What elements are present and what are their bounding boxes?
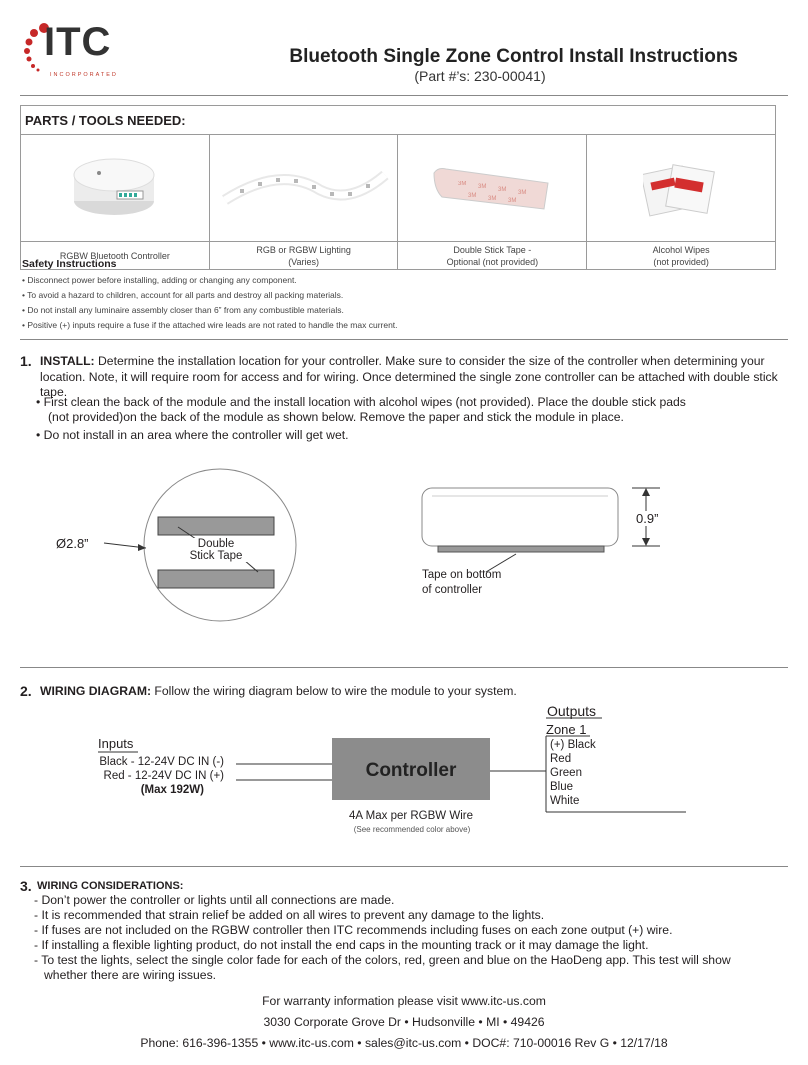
controller-photo-icon <box>69 153 159 221</box>
output-wire: Blue <box>550 781 574 793</box>
part-number: (Part #’s: 230-00041) <box>414 68 546 84</box>
step3-item: - Don’t power the controller or lights until all connections are made. <box>34 893 395 907</box>
tape-bottom-strip <box>438 546 604 552</box>
step1-label: INSTALL: <box>40 354 95 368</box>
input-black: Black - 12-24V DC IN (-) <box>99 756 224 768</box>
outputs-title: Outputs <box>547 703 597 719</box>
safety-title: Safety Instructions <box>22 258 117 270</box>
section-rule <box>20 339 788 340</box>
step3-item: - To test the lights, select the single color fade for each of the colors, red, green and blue on the HaoDeng app. This test will show <box>34 953 731 967</box>
logo-name: ITC <box>44 20 112 64</box>
height-label: 0.9” <box>636 511 659 526</box>
step1-bullet: • Do not install in an area where the controller will get wet. <box>36 428 349 442</box>
step1-number: 1. <box>20 353 32 369</box>
part-image-tape <box>398 135 587 242</box>
step3-item: - If installing a flexible lighting product, do not install the end caps in the mounting track or it may damage the light. <box>34 938 649 952</box>
footer-address: 3030 Corporate Grove Dr • Hudsonville • MI • 49426 <box>263 1015 545 1029</box>
output-wire: Red <box>550 753 572 765</box>
footer-warranty: For warranty information please visit www.itc-us.com <box>262 994 546 1008</box>
step1-bullet-cont: (not provided)on the back of the module as shown below. Remove the paper and stick the module in place. <box>48 410 624 424</box>
svg-text:3M: 3M <box>518 190 527 196</box>
section-rule <box>20 866 788 867</box>
page-title: Bluetooth Single Zone Control Install Instructions <box>289 46 738 67</box>
controller-side-view <box>422 488 618 546</box>
output-wire: (+) Black <box>550 739 596 751</box>
tape-pad-top <box>158 517 274 535</box>
inputs-title: Inputs <box>98 736 134 751</box>
safety-item: • Disconnect power before installing, adding or changing any component. <box>22 275 297 285</box>
itc-logo <box>22 18 122 80</box>
tape-photo-icon <box>428 165 558 215</box>
part-caption-controller: RGBW Bluetooth Controller <box>21 242 210 270</box>
section-rule <box>20 667 788 668</box>
tape-label: Double Stick Tape <box>180 538 252 562</box>
output-wire: Green <box>550 767 582 779</box>
parts-table <box>20 105 776 270</box>
svg-text:3M: 3M <box>498 187 507 193</box>
svg-text:3M: 3M <box>458 181 467 187</box>
safety-item: • Do not install any luminaire assembly closer than 6” from any combustible materials. <box>22 305 344 315</box>
color-note: (See recommended color above) <box>353 825 471 834</box>
part-caption-tape: Double Stick Tape - Optional (not provided) <box>398 242 587 270</box>
step2-text: WIRING DIAGRAM: Follow the wiring diagram below to wire the module to your system. <box>40 684 517 698</box>
install-diagram <box>0 460 808 640</box>
svg-text:3M: 3M <box>508 198 517 204</box>
diameter-label: Ø2.8” <box>56 536 89 551</box>
step2-number: 2. <box>20 683 32 699</box>
controller-label: Controller <box>365 760 457 781</box>
step3-number: 3. <box>20 878 32 894</box>
tape-pad-bottom <box>158 570 274 588</box>
alcohol-wipes-icon <box>643 160 723 220</box>
part-image-wipes <box>587 135 776 242</box>
bottom-tape-label: Tape on bottom of controller <box>422 569 502 596</box>
svg-text:3M: 3M <box>488 196 497 202</box>
zone-label: Zone 1 <box>546 722 587 737</box>
step2-label: WIRING DIAGRAM: <box>40 684 152 698</box>
svg-text:3M: 3M <box>478 184 487 190</box>
safety-item: • Positive (+) inputs require a fuse if the attached wire leads are not rated to handle the max current. <box>22 320 398 330</box>
footer-contact: Phone: 616-396-1355 • www.itc-us.com • sales@itc-us.com • DOC#: 710-00016 Rev G • 12/17/18 <box>140 1036 668 1050</box>
step3-item-cont: whether there are wiring issues. <box>44 968 217 982</box>
step3-item: - It is recommended that strain relief be added on all wires to prevent any damage to the lights. <box>34 908 545 922</box>
part-image-controller <box>21 135 210 242</box>
input-red: Red - 12-24V DC IN (+) <box>103 770 224 782</box>
step1-bullet: • First clean the back of the module and the install location with alcohol wipes (not provided). Place the double stick pads <box>36 395 686 409</box>
svg-text:3M: 3M <box>468 193 477 199</box>
part-caption-lighting: RGB or RGBW Lighting (Varies) <box>209 242 398 270</box>
safety-item: • To avoid a hazard to children, account for all parts and destroy all packing materials. <box>22 290 344 300</box>
step1-text: INSTALL: Determine the installation location for your controller. Make sure to consider the size of the controller when determining your location. Note, it will require room for access and for wiring. Once determined the single zone controller can be attached with double stick tape. <box>40 354 778 399</box>
step3-label: WIRING CONSIDERATIONS: <box>37 880 184 892</box>
led-strip-icon <box>220 170 390 220</box>
output-wire: White <box>550 795 580 807</box>
part-image-lighting <box>209 135 398 242</box>
input-max: (Max 192W) <box>140 784 204 796</box>
max-current-note: 4A Max per RGBW Wire <box>349 810 473 822</box>
header-rule <box>20 95 788 96</box>
parts-heading: PARTS / TOOLS NEEDED: <box>21 106 776 135</box>
step3-item: - If fuses are not included on the RGBW controller then ITC recommends including fuses on each zone output (+) wire. <box>34 923 673 937</box>
logo-tagline: INCORPORATED <box>50 72 118 78</box>
part-caption-wipes: Alcohol Wipes (not provided) <box>587 242 776 270</box>
